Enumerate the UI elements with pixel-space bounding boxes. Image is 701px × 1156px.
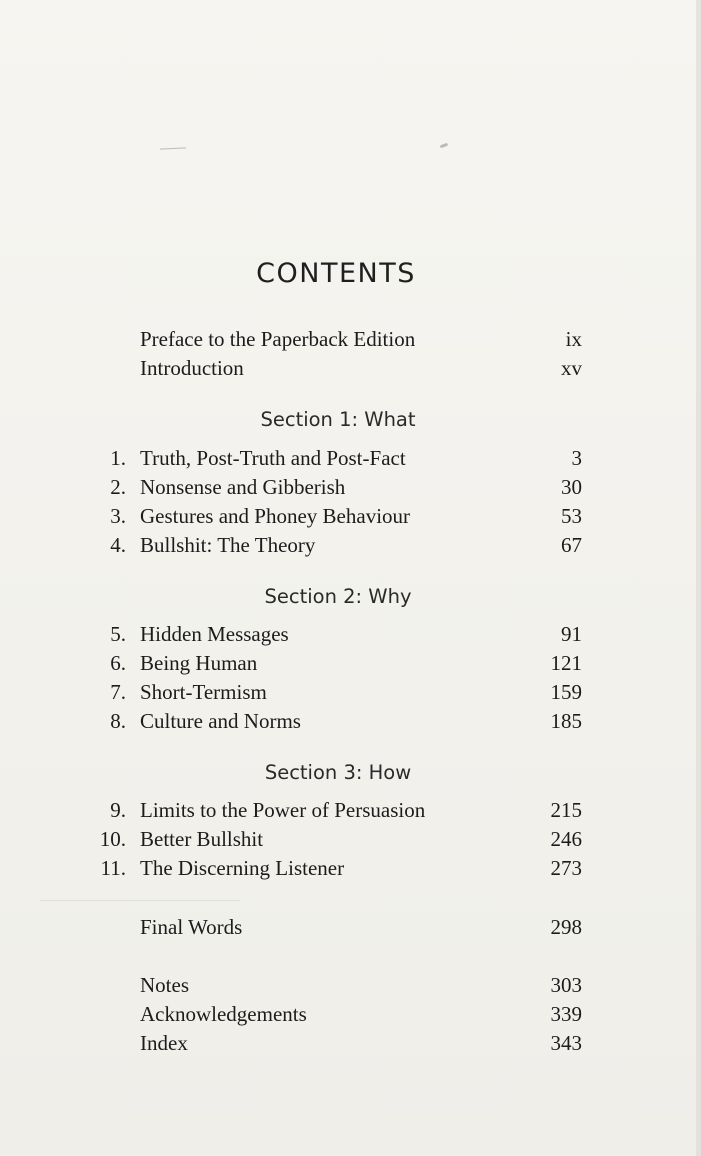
- toc-entry-title: Nonsense and Gibberish: [140, 475, 346, 499]
- toc-entry-index: [0, 1031, 701, 1059]
- toc-entry-page: 303: [550, 973, 582, 997]
- toc-entry-chapter-5: [0, 622, 701, 650]
- toc-entry-number: 7.: [110, 680, 126, 704]
- toc-entry-title: Bullshit: The Theory: [140, 533, 316, 557]
- section-heading-3: Section 3: How: [264, 761, 412, 784]
- toc-entry-page: 159: [550, 680, 582, 704]
- contents-title: CONTENTS: [256, 258, 416, 289]
- page-smudge: [440, 143, 449, 149]
- toc-entry-title: Truth, Post-Truth and Post-Fact: [140, 446, 406, 470]
- toc-entry-chapter-4: [0, 533, 701, 561]
- toc-entry-page: ix: [565, 327, 582, 351]
- toc-entry-page: 246: [550, 827, 582, 851]
- toc-entry-page: 53: [561, 504, 582, 528]
- toc-entry-page: 215: [550, 798, 582, 822]
- toc-entry-page: 3: [571, 446, 582, 470]
- toc-entry-chapter-9: [0, 798, 701, 826]
- section-heading-2: Section 2: Why: [264, 585, 412, 608]
- toc-entry-title: Gestures and Phoney Behaviour: [140, 504, 411, 528]
- toc-entry-chapter-8: [0, 709, 701, 737]
- toc-entry-number: 6.: [110, 651, 126, 675]
- toc-entry-page: 273: [550, 856, 582, 880]
- toc-entry-title: Preface to the Paperback Edition: [140, 327, 416, 351]
- toc-entry-title: Index: [140, 1031, 188, 1055]
- toc-entry-page: 343: [550, 1031, 582, 1055]
- toc-entry-number: 8.: [110, 709, 126, 733]
- toc-entry-page: xv: [561, 356, 582, 380]
- toc-entry-number: 11.: [100, 856, 126, 880]
- toc-entry-chapter-11: [0, 856, 701, 884]
- toc-entry-final-words: [0, 915, 701, 943]
- toc-entry-chapter-10: [0, 827, 701, 855]
- toc-entry-chapter-6: [0, 651, 701, 679]
- toc-entry-chapter-2: [0, 475, 701, 503]
- toc-entry-title: Notes: [140, 973, 189, 997]
- page-smudge: [160, 147, 186, 149]
- toc-entry-title: Short-Termism: [140, 680, 267, 704]
- toc-entry-page: 67: [561, 533, 582, 557]
- toc-entry-chapter-7: [0, 680, 701, 708]
- toc-entry-page: 298: [550, 915, 582, 939]
- toc-entry-title: Final Words: [140, 915, 243, 939]
- toc-entry-title: Introduction: [140, 356, 244, 380]
- toc-entry-number: 4.: [110, 533, 126, 557]
- page-crease: [40, 900, 240, 901]
- toc-entry-chapter-1: [0, 446, 701, 474]
- toc-entry-page: 339: [550, 1002, 582, 1026]
- toc-entry-title: Being Human: [140, 651, 258, 675]
- section-heading-1: Section 1: What: [260, 408, 416, 431]
- toc-entry-number: 3.: [110, 504, 126, 528]
- toc-entry-number: 10.: [99, 827, 126, 851]
- toc-entry-acknowledgements: [0, 1002, 701, 1030]
- toc-entry-number: 1.: [110, 446, 126, 470]
- toc-entry-notes: [0, 973, 701, 1001]
- toc-entry-title: Better Bullshit: [140, 827, 264, 851]
- toc-entry-number: 2.: [110, 475, 126, 499]
- toc-entry-title: Limits to the Power of Persuasion: [140, 798, 426, 822]
- toc-entry-number: 9.: [110, 798, 126, 822]
- toc-entry-page: 91: [561, 622, 582, 646]
- toc-entry-page: 30: [561, 475, 582, 499]
- toc-entry-title: The Discerning Listener: [140, 856, 345, 880]
- toc-entry-title: Acknowledgements: [140, 1002, 307, 1026]
- toc-entry-title: Culture and Norms: [140, 709, 301, 733]
- toc-entry-introduction: [0, 356, 701, 384]
- toc-entry-page: 185: [550, 709, 582, 733]
- toc-entry-number: 5.: [110, 622, 126, 646]
- toc-entry-title: Hidden Messages: [140, 622, 289, 646]
- toc-entry-chapter-3: [0, 504, 701, 532]
- toc-entry-page: 121: [550, 651, 582, 675]
- toc-entry-preface: [0, 327, 701, 355]
